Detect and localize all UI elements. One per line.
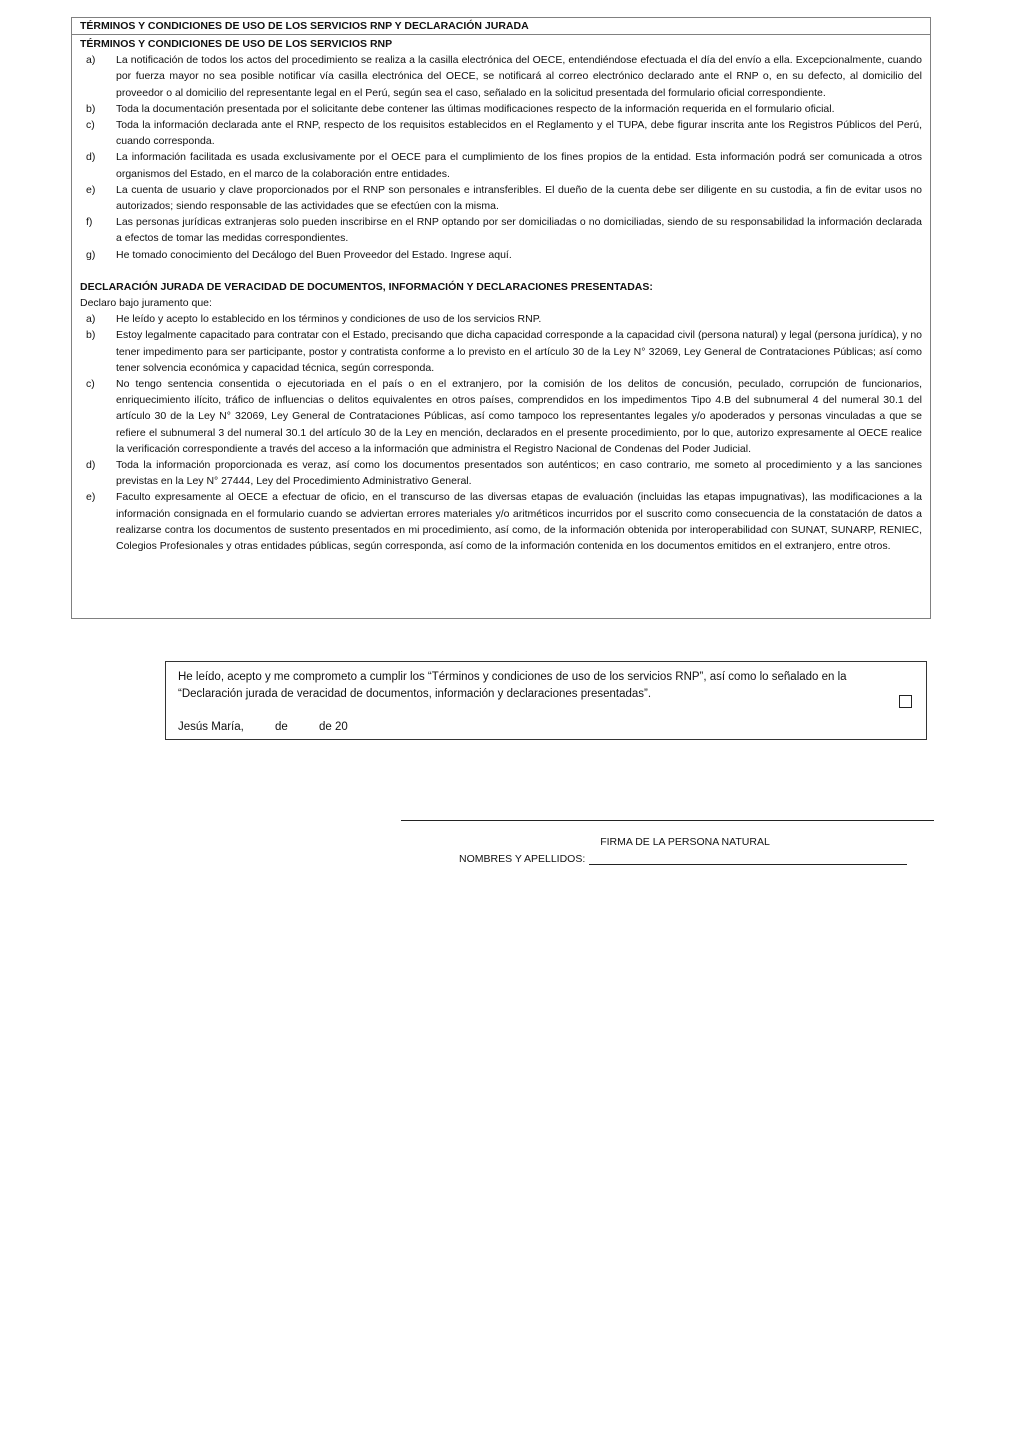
- list-item: b) Toda la documentación presentada por el solicitante debe contener las últimas modificaciones respecto de la información requerida en el formulario oficial.: [86, 102, 835, 115]
- list-item: g) He tomado conocimiento del Decálogo del Buen Proveedor del Estado. Ingrese aquí.: [86, 248, 512, 261]
- terms-box: [71, 17, 931, 619]
- date-line: [178, 719, 914, 736]
- terms-body: [72, 35, 930, 554]
- accept-checkbox[interactable]: [899, 695, 912, 708]
- list-item: e) La cuenta de usuario y clave proporcionados por el RNP son personales e intransferibles. El dueño de la cuenta debe ser diligente en su custodia, a fin de evitar usos no autorizados; siendo responsable de las actividades que se efectúen con la misma.: [86, 183, 922, 213]
- acceptance-box: [165, 661, 927, 740]
- list-item: d) Toda la información proporcionada es veraz, así como los documentos presentados son auténticos; en caso contrario, me someto al procedimiento y a las sanciones previstas en la Ley N° 27444, Ley del Procedimiento Administrativo General.: [86, 459, 922, 488]
- date-year-label: de 20: [319, 721, 348, 733]
- list-item: d) La información facilitada es usada exclusivamente por el OECE para el cumplimiento de los fines propios de la entidad. Esta información podrá ser comunicada a otros organismos del Estado, en el marco de la colaboración entre entidades.: [86, 151, 922, 180]
- list-item: a) He leído y acepto lo establecido en los términos y condiciones de uso de los servicios RNP.: [86, 313, 542, 326]
- list-item: a) La notificación de todos los actos del procedimiento se realiza a la casilla electrónica del OECE, entendiéndose efectuada el día del envío a ella. Excepcionalmente, cuando por fuerza mayor no sea posible notificar vía casilla electrónica del OECE, se notificará al correo electrónico declarado ante el RNP o, en su defecto, al domicilio del proveedor o al domicilio del representante legal en el Perú, según sea el caso, señalado en la solicitud presentada del formulario oficial correspondiente.: [86, 54, 922, 99]
- names-row: [459, 853, 907, 865]
- date-de-label: de: [275, 721, 288, 733]
- signature-caption: FIRMA DE LA PERSONA NATURAL: [600, 836, 770, 848]
- section-title-declaration: DECLARACIÓN JURADA DE VERACIDAD DE DOCUMENTOS, INFORMACIÓN Y DECLARACIONES PRESENTADAS:: [80, 280, 653, 293]
- names-label: NOMBRES Y APELLIDOS:: [459, 853, 586, 865]
- signature-line: [401, 820, 934, 821]
- list-item: e) Faculto expresamente al OECE a efectuar de oficio, en el transcurso de las diversas etapas de evaluación (incluidas las etapas impugnativas), las modificaciones a la información consignada en el formulario cuando se adviertan errores materiales y/o aritméticos incurridos por el suscrito como consecuencia de la constatación de datos a realizarse contra los documentos de sustento presentados en mi procedimiento, así como, de la información obtenida por interoperabilidad con SUNAT, SUNARP, RENIEC, Colegios Profesionales y otras entidades públicas, según corresponda, así como de la información contenida en los documentos emitidos en el extranjero, entre otros.: [86, 491, 922, 553]
- terms-header: TÉRMINOS Y CONDICIONES DE USO DE LOS SERVICIOS RNP Y DECLARACIÓN JURADA: [72, 18, 930, 35]
- list-item: f) Las personas jurídicas extranjeras solo pueden inscribirse en el RNP optando por ser domiciliadas o no domiciliadas, siendo de su responsabilidad la información declarada a efectos de tomar las medidas correspondientes.: [86, 216, 922, 245]
- list-item: b) Estoy legalmente capacitado para contratar con el Estado, precisando que dicha capacidad corresponde a la capacidad civil (persona natural) y legal (persona jurídica), y no tener impedimento para ser participante, postor y contratista conforme a lo previsto en el artículo 30 de la Ley N° 32069, Ley General de Contrataciones Públicas; así como tener solvencia económica y capacidad técnica, según corresponda.: [86, 329, 922, 374]
- acceptance-text: He leído, acepto y me comprometo a cumplir los “Términos y condiciones de uso de los servicios RNP”, así como lo señalado en la “Declaración jurada de veracidad de documentos, información y declaraciones presentadas”.: [178, 671, 847, 700]
- section-title-terms: TÉRMINOS Y CONDICIONES DE USO DE LOS SERVICIOS RNP: [80, 38, 393, 50]
- names-field[interactable]: [589, 853, 907, 865]
- list-item: c) No tengo sentencia consentida o ejecutoriada en el país o en el extranjero, por la comisión de los delitos de concusión, peculado, corrupción de funcionarios, enriquecimiento ilícito, tráfico de influencias o delitos equivalentes en otros países, comprendidos en los impedimentos Tipo 4.B del subnumeral 4 del numeral 30.1 del artículo 30 de la Ley N° 32069, Ley General de Contrataciones Públicas, así como tampoco los representantes legales y/o apoderados y personas vinculadas a que se refiere el subnumeral 3 del numeral 30.1 del artículo 30 de la Ley en mención, declarados en el presente procedimiento, por lo que, autorizo expresamente al OECE realice la verificación correspondiente a través del acceso a la información que administra el Registro Nacional de Condenas del Poder Judicial.: [86, 378, 922, 455]
- list-item: c) Toda la información declarada ante el RNP, respecto de los requisitos establecidos en el Reglamento y el TUPA, debe figurar inscrita ante los Registros Públicos del Perú, cuando corresponda.: [86, 119, 922, 148]
- declaration-intro: Declaro bajo juramento que:: [80, 297, 212, 310]
- place-label: Jesús María,: [178, 721, 244, 733]
